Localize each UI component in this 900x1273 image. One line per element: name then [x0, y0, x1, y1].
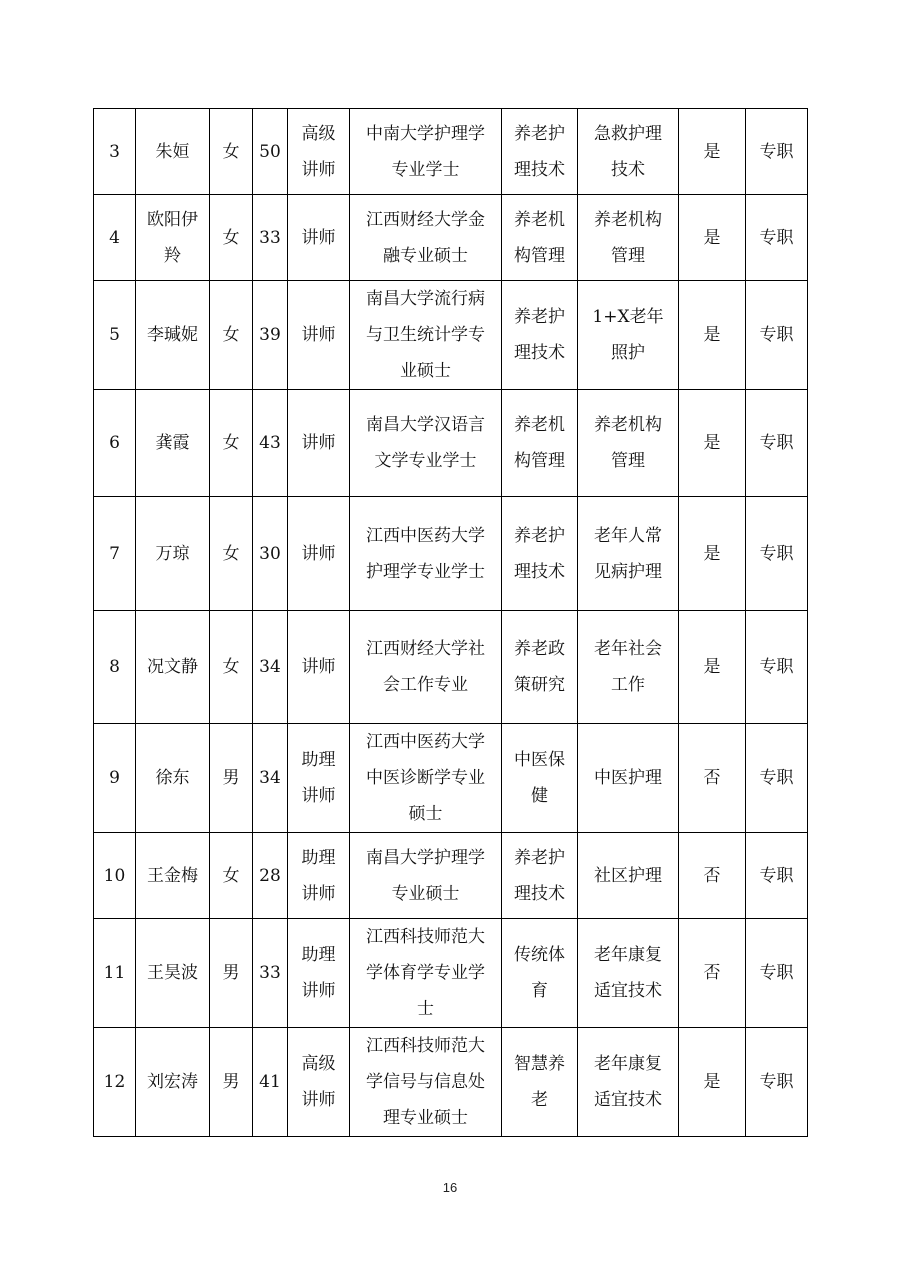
cell-qualified: 是: [679, 109, 746, 195]
cell-no: 12: [94, 1028, 136, 1137]
cell-age: 34: [253, 611, 288, 724]
cell-school: 南昌大学流行病与卫生统计学专业硕士: [350, 281, 502, 390]
cell-no: 3: [94, 109, 136, 195]
cell-age: 50: [253, 109, 288, 195]
table-row: [94, 497, 808, 611]
cell-no: 11: [94, 919, 136, 1028]
cell-qualified: 是: [679, 281, 746, 390]
cell-dept: 养老护理技术: [502, 281, 578, 390]
cell-school: 南昌大学汉语言文学专业学士: [350, 390, 502, 497]
cell-title: 讲师: [288, 497, 350, 611]
cell-name: 李瑊妮: [136, 281, 210, 390]
cell-no: 8: [94, 611, 136, 724]
cell-age: 28: [253, 833, 288, 919]
cell-school: 江西财经大学金融专业硕士: [350, 195, 502, 281]
cell-type: 专职: [746, 611, 808, 724]
staff-table: [93, 108, 808, 1137]
table-row: [94, 833, 808, 919]
cell-age: 34: [253, 724, 288, 833]
cell-age: 43: [253, 390, 288, 497]
cell-school: 江西中医药大学中医诊断学专业硕士: [350, 724, 502, 833]
table-row: [94, 109, 808, 195]
cell-dept: 养老护理技术: [502, 497, 578, 611]
cell-age: 33: [253, 919, 288, 1028]
cell-type: 专职: [746, 390, 808, 497]
cell-school: 南昌大学护理学专业硕士: [350, 833, 502, 919]
cell-type: 专职: [746, 1028, 808, 1137]
cell-qualified: 否: [679, 919, 746, 1028]
cell-qualified: 否: [679, 833, 746, 919]
cell-type: 专职: [746, 109, 808, 195]
table-row: [94, 281, 808, 390]
cell-title: 讲师: [288, 281, 350, 390]
cell-qualified: 是: [679, 390, 746, 497]
cell-name: 王昊波: [136, 919, 210, 1028]
cell-no: 9: [94, 724, 136, 833]
cell-name: 况文静: [136, 611, 210, 724]
cell-name: 万琼: [136, 497, 210, 611]
cell-title: 讲师: [288, 195, 350, 281]
cell-age: 39: [253, 281, 288, 390]
cell-school: 江西中医药大学护理学专业学士: [350, 497, 502, 611]
cell-no: 5: [94, 281, 136, 390]
cell-name: 王金梅: [136, 833, 210, 919]
cell-dept: 养老护理技术: [502, 833, 578, 919]
page-number: 16: [442, 1180, 458, 1195]
cell-gender: 男: [210, 1028, 253, 1137]
cell-gender: 女: [210, 497, 253, 611]
cell-qualified: 否: [679, 724, 746, 833]
cell-qualified: 是: [679, 195, 746, 281]
cell-course: 老年人常见病护理: [578, 497, 679, 611]
cell-dept: 传统体育: [502, 919, 578, 1028]
cell-qualified: 是: [679, 611, 746, 724]
table-row: [94, 919, 808, 1028]
cell-gender: 女: [210, 611, 253, 724]
cell-gender: 女: [210, 195, 253, 281]
cell-school: 中南大学护理学专业学士: [350, 109, 502, 195]
cell-course: 养老机构管理: [578, 390, 679, 497]
cell-type: 专职: [746, 195, 808, 281]
cell-gender: 女: [210, 390, 253, 497]
cell-course: 中医护理: [578, 724, 679, 833]
cell-type: 专职: [746, 724, 808, 833]
cell-title: 讲师: [288, 611, 350, 724]
cell-title: 高级讲师: [288, 109, 350, 195]
cell-no: 7: [94, 497, 136, 611]
cell-age: 30: [253, 497, 288, 611]
cell-no: 10: [94, 833, 136, 919]
cell-qualified: 是: [679, 497, 746, 611]
table-row: [94, 195, 808, 281]
cell-gender: 女: [210, 109, 253, 195]
cell-dept: 养老机构管理: [502, 195, 578, 281]
cell-dept: 养老机构管理: [502, 390, 578, 497]
cell-title: 高级讲师: [288, 1028, 350, 1137]
cell-age: 41: [253, 1028, 288, 1137]
cell-title: 助理讲师: [288, 724, 350, 833]
cell-no: 6: [94, 390, 136, 497]
cell-dept: 养老政策研究: [502, 611, 578, 724]
cell-type: 专职: [746, 919, 808, 1028]
cell-school: 江西科技师范大学体育学专业学士: [350, 919, 502, 1028]
cell-title: 助理讲师: [288, 833, 350, 919]
cell-type: 专职: [746, 281, 808, 390]
cell-no: 4: [94, 195, 136, 281]
cell-school: 江西财经大学社会工作专业: [350, 611, 502, 724]
cell-name: 朱姮: [136, 109, 210, 195]
table-row: [94, 1028, 808, 1137]
cell-course: 急救护理技术: [578, 109, 679, 195]
cell-type: 专职: [746, 833, 808, 919]
cell-gender: 男: [210, 724, 253, 833]
cell-title: 讲师: [288, 390, 350, 497]
table-row: [94, 390, 808, 497]
cell-title: 助理讲师: [288, 919, 350, 1028]
cell-name: 徐东: [136, 724, 210, 833]
cell-course: 老年康复适宜技术: [578, 1028, 679, 1137]
cell-course: 1+X老年照护: [578, 281, 679, 390]
cell-name: 刘宏涛: [136, 1028, 210, 1137]
cell-gender: 女: [210, 281, 253, 390]
cell-course: 老年康复适宜技术: [578, 919, 679, 1028]
cell-dept: 中医保健: [502, 724, 578, 833]
cell-course: 社区护理: [578, 833, 679, 919]
cell-course: 老年社会工作: [578, 611, 679, 724]
cell-age: 33: [253, 195, 288, 281]
cell-gender: 女: [210, 833, 253, 919]
cell-dept: 智慧养老: [502, 1028, 578, 1137]
cell-name: 龚霞: [136, 390, 210, 497]
table-row: [94, 611, 808, 724]
cell-qualified: 是: [679, 1028, 746, 1137]
cell-name: 欧阳伊羚: [136, 195, 210, 281]
table-row: [94, 724, 808, 833]
cell-dept: 养老护理技术: [502, 109, 578, 195]
cell-gender: 男: [210, 919, 253, 1028]
cell-type: 专职: [746, 497, 808, 611]
cell-course: 养老机构管理: [578, 195, 679, 281]
cell-school: 江西科技师范大学信号与信息处理专业硕士: [350, 1028, 502, 1137]
